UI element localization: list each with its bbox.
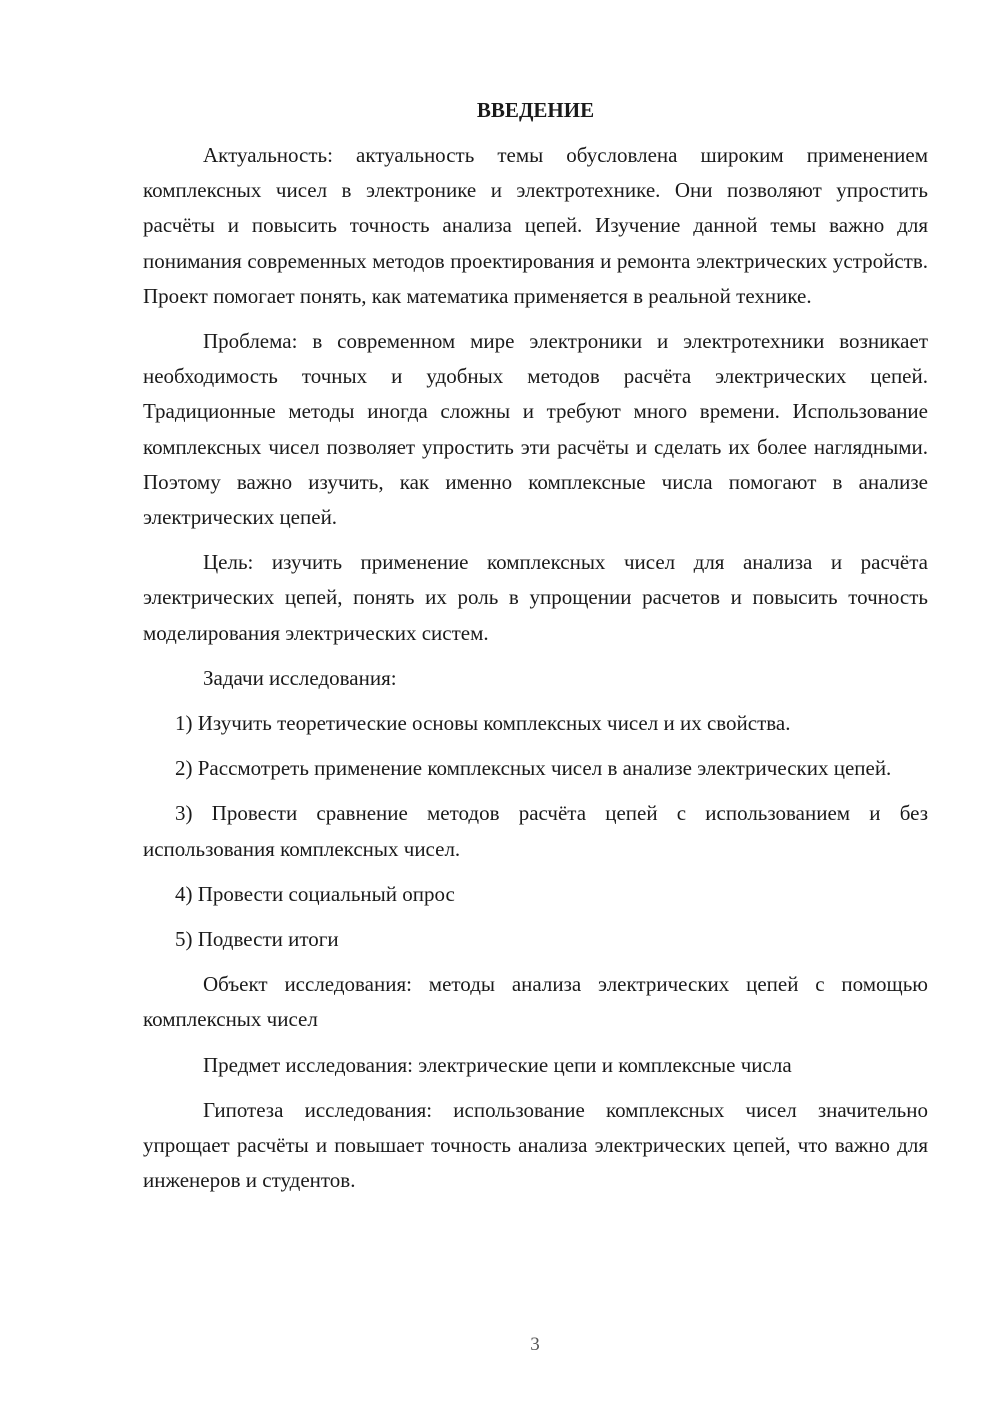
goal-paragraph: Цель: изучить применение комплексных чисел для анализа и расчёта электрических цепей, понять их роль в упрощении расчетов и повысить точность моделирования электрических систем. — [143, 550, 928, 645]
problem-paragraph: Проблема: в современном мире электроники и электротехники возникает необходимость точных и удобных методов расчёта электрических цепей. Традиционные методы иногда сложны и требуют много времени. Использование комплексных чисел позволяет упростить эти расчёты и сделать их более наглядными. Поэтому важно изучить, как именно комплексные числа помогают в анализе электрических цепей. — [143, 329, 928, 530]
subject-paragraph: Предмет исследования: электрические цепи и комплексные числа — [203, 1052, 792, 1077]
hypothesis-paragraph: Гипотеза исследования: использование комплексных чисел значительно упрощает расчёты и повышает точность анализа электрических цепей, что важно для инженеров и студентов. — [143, 1097, 928, 1193]
relevance-paragraph: Актуальность: актуальность темы обусловлена широким применением комплексных чисел в электронике и электротехнике. Они позволяют упростить расчёты и повысить точность анализа цепей. Изучение данной темы важно для понимания современных методов проектирования и ремонта электрических устройств. Проект помогает понять, как математика применяется в реальной технике. — [143, 143, 928, 308]
object-paragraph: Объект исследования: методы анализа электрических цепей с помощью комплексных чисел — [143, 972, 928, 1032]
tasks-title: Задачи исследования: — [203, 665, 397, 690]
task-item: 1) Изучить теоретические основы комплексных чисел и их свойства. — [175, 711, 791, 736]
page-content — [143, 90, 928, 1208]
task-item: 2) Рассмотреть применение комплексных чисел в анализе электрических цепей. — [175, 756, 892, 781]
task-item: 3) Провести сравнение методов расчёта цепей с использованием и без использования комплексных чисел. — [143, 801, 928, 861]
task-item: 5) Подвести итоги — [175, 927, 339, 952]
section-heading: ВВЕДЕНИЕ — [476, 98, 595, 122]
task-item: 4) Провести социальный опрос — [175, 881, 455, 906]
page-number: 3 — [530, 1334, 540, 1355]
